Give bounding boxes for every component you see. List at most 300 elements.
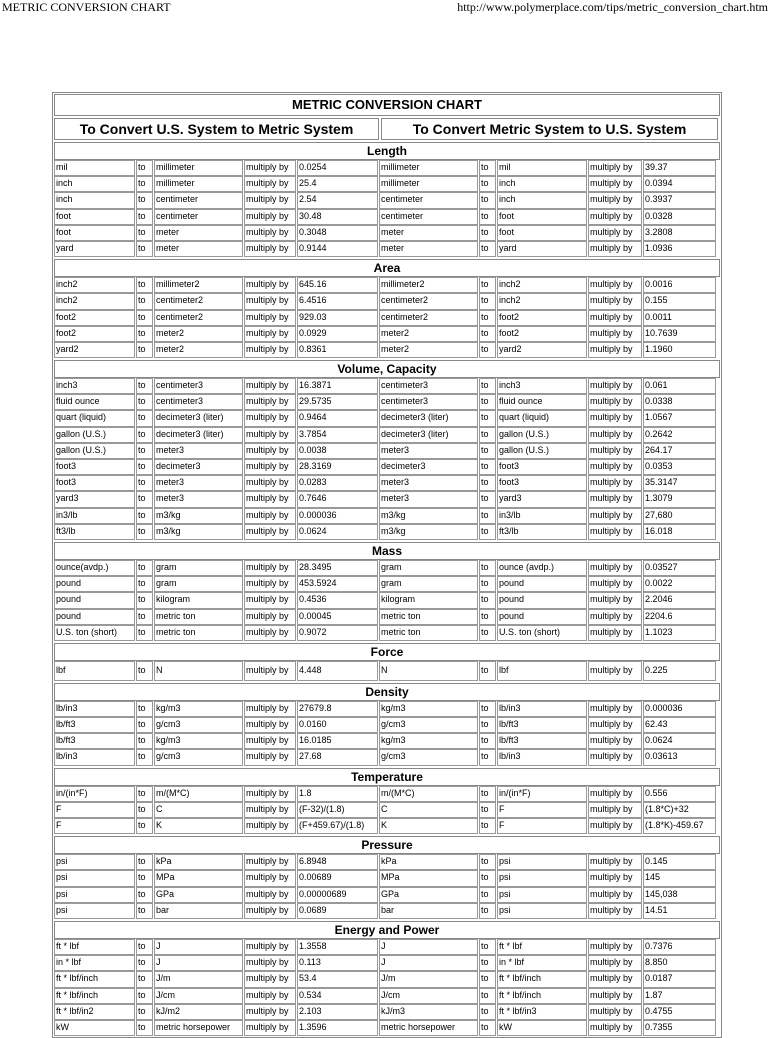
us-to-word-cell: to [136, 378, 153, 394]
metric-to-unit-cell: ft * lbf/inch [497, 988, 587, 1004]
metric-multiply-label-cell: multiply by [588, 701, 642, 717]
us-multiply-label-cell: multiply by [244, 661, 296, 681]
metric-multiply-label-cell: multiply by [588, 870, 642, 886]
table-row [54, 310, 720, 326]
metric-to-unit-cell: ft * lbf [497, 939, 587, 955]
us-to-unit-cell: C [154, 802, 243, 818]
metric-multiply-label-cell: multiply by [588, 625, 642, 641]
metric-to-unit-cell: foot2 [497, 326, 587, 342]
metric-multiply-label-cell: multiply by [588, 443, 642, 459]
metric-multiply-label-cell: multiply by [588, 410, 642, 426]
us-to-word-cell: to [136, 1004, 153, 1020]
us-multiply-label-cell: multiply by [244, 717, 296, 733]
metric-from-unit-cell: m/(M*C) [379, 786, 478, 802]
us-to-word-cell: to [136, 661, 153, 681]
metric-to-unit-cell: pound [497, 576, 587, 592]
direction-headings [54, 118, 720, 140]
us-factor-cell: 27679.8 [297, 701, 378, 717]
metric-factor-cell: 0.7376 [643, 939, 716, 955]
metric-factor-cell: 1.0567 [643, 410, 716, 426]
us-factor-cell: 0.534 [297, 988, 378, 1004]
metric-to-unit-cell: ft * lbf/inch [497, 971, 587, 987]
us-to-word-cell: to [136, 625, 153, 641]
us-from-unit-cell: F [54, 802, 135, 818]
us-factor-cell: 16.3871 [297, 378, 378, 394]
metric-factor-cell: 39.37 [643, 160, 716, 176]
table-row [54, 609, 720, 625]
metric-factor-cell: 0.7355 [643, 1020, 716, 1036]
metric-to-unit-cell: U.S. ton (short) [497, 625, 587, 641]
us-factor-cell: 0.0624 [297, 524, 378, 540]
us-multiply-label-cell: multiply by [244, 378, 296, 394]
us-to-unit-cell: m3/kg [154, 524, 243, 540]
us-to-unit-cell: metric horsepower [154, 1020, 243, 1036]
metric-to-word-cell: to [479, 592, 496, 608]
metric-to-word-cell: to [479, 293, 496, 309]
metric-factor-cell: 0.3937 [643, 192, 716, 208]
metric-from-unit-cell: bar [379, 903, 478, 919]
section-title-pressure: Pressure [54, 836, 720, 854]
us-multiply-label-cell: multiply by [244, 342, 296, 358]
table-row [54, 903, 720, 919]
metric-multiply-label-cell: multiply by [588, 192, 642, 208]
metric-to-unit-cell: fluid ounce [497, 394, 587, 410]
us-to-unit-cell: gram [154, 576, 243, 592]
us-to-word-cell: to [136, 459, 153, 475]
us-from-unit-cell: ft * lbf/in2 [54, 1004, 135, 1020]
metric-multiply-label-cell: multiply by [588, 225, 642, 241]
metric-multiply-label-cell: multiply by [588, 209, 642, 225]
us-to-unit-cell: gram [154, 560, 243, 576]
us-multiply-label-cell: multiply by [244, 576, 296, 592]
metric-from-unit-cell: metric ton [379, 609, 478, 625]
us-from-unit-cell: lbf [54, 661, 135, 681]
us-to-word-cell: to [136, 293, 153, 309]
us-factor-cell: 0.00689 [297, 870, 378, 886]
metric-to-unit-cell: psi [497, 903, 587, 919]
metric-multiply-label-cell: multiply by [588, 475, 642, 491]
metric-factor-cell: 0.0624 [643, 733, 716, 749]
table-row [54, 427, 720, 443]
us-from-unit-cell: psi [54, 854, 135, 870]
metric-multiply-label-cell: multiply by [588, 160, 642, 176]
us-multiply-label-cell: multiply by [244, 903, 296, 919]
page-header-title: METRIC CONVERSION CHART [2, 0, 171, 14]
table-row [54, 661, 720, 681]
metric-multiply-label-cell: multiply by [588, 241, 642, 257]
metric-to-unit-cell: gallon (U.S.) [497, 443, 587, 459]
table-row [54, 176, 720, 192]
us-from-unit-cell: pound [54, 592, 135, 608]
table-row [54, 293, 720, 309]
metric-multiply-label-cell: multiply by [588, 310, 642, 326]
metric-multiply-label-cell: multiply by [588, 887, 642, 903]
us-from-unit-cell: pound [54, 609, 135, 625]
us-from-unit-cell: in3/lb [54, 508, 135, 524]
us-to-unit-cell: millimeter [154, 160, 243, 176]
table-row [54, 192, 720, 208]
us-factor-cell: 6.4516 [297, 293, 378, 309]
table-row [54, 576, 720, 592]
us-to-unit-cell: GPa [154, 887, 243, 903]
table-row [54, 701, 720, 717]
metric-to-unit-cell: mil [497, 160, 587, 176]
us-factor-cell: 1.3558 [297, 939, 378, 955]
metric-to-word-cell: to [479, 576, 496, 592]
metric-factor-cell: 264.17 [643, 443, 716, 459]
us-to-word-cell: to [136, 988, 153, 1004]
us-to-unit-cell: MPa [154, 870, 243, 886]
us-factor-cell: (F+459.67)/(1.8) [297, 818, 378, 834]
metric-from-unit-cell: metric horsepower [379, 1020, 478, 1036]
metric-to-word-cell: to [479, 326, 496, 342]
section-title-force: Force [54, 643, 720, 661]
table-row [54, 326, 720, 342]
us-to-unit-cell: decimeter3 (liter) [154, 410, 243, 426]
table-row [54, 971, 720, 987]
metric-to-unit-cell: psi [497, 870, 587, 886]
metric-to-unit-cell: in3/lb [497, 508, 587, 524]
metric-from-unit-cell: GPa [379, 887, 478, 903]
metric-factor-cell: (1.8*K)-459.67 [643, 818, 716, 834]
metric-to-unit-cell: in/(in*F) [497, 786, 587, 802]
metric-from-unit-cell: MPa [379, 870, 478, 886]
us-multiply-label-cell: multiply by [244, 560, 296, 576]
us-to-word-cell: to [136, 508, 153, 524]
us-from-unit-cell: lb/in3 [54, 701, 135, 717]
us-multiply-label-cell: multiply by [244, 971, 296, 987]
us-multiply-label-cell: multiply by [244, 1020, 296, 1036]
us-to-word-cell: to [136, 277, 153, 293]
us-multiply-label-cell: multiply by [244, 701, 296, 717]
us-multiply-label-cell: multiply by [244, 491, 296, 507]
us-to-word-cell: to [136, 717, 153, 733]
metric-to-unit-cell: psi [497, 887, 587, 903]
us-to-unit-cell: J [154, 955, 243, 971]
us-multiply-label-cell: multiply by [244, 293, 296, 309]
metric-factor-cell: 35.3147 [643, 475, 716, 491]
us-to-word-cell: to [136, 592, 153, 608]
us-multiply-label-cell: multiply by [244, 524, 296, 540]
metric-from-unit-cell: millimeter [379, 176, 478, 192]
metric-to-unit-cell: pound [497, 609, 587, 625]
metric-to-word-cell: to [479, 749, 496, 765]
us-to-word-cell: to [136, 394, 153, 410]
us-multiply-label-cell: multiply by [244, 854, 296, 870]
metric-to-us-heading: To Convert Metric System to U.S. System [381, 118, 718, 140]
metric-to-word-cell: to [479, 410, 496, 426]
metric-factor-cell: 2204.6 [643, 609, 716, 625]
metric-to-word-cell: to [479, 310, 496, 326]
us-to-word-cell: to [136, 854, 153, 870]
us-to-unit-cell: centimeter2 [154, 293, 243, 309]
us-factor-cell: 0.4536 [297, 592, 378, 608]
metric-factor-cell: 145 [643, 870, 716, 886]
metric-to-unit-cell: foot2 [497, 310, 587, 326]
metric-to-word-cell: to [479, 701, 496, 717]
metric-from-unit-cell: gram [379, 560, 478, 576]
metric-factor-cell: 0.03527 [643, 560, 716, 576]
us-factor-cell: 0.0283 [297, 475, 378, 491]
section-title-mass: Mass [54, 542, 720, 560]
metric-from-unit-cell: C [379, 802, 478, 818]
metric-to-word-cell: to [479, 378, 496, 394]
us-from-unit-cell: quart (liquid) [54, 410, 135, 426]
us-factor-cell: 30.48 [297, 209, 378, 225]
table-row [54, 988, 720, 1004]
metric-to-unit-cell: kW [497, 1020, 587, 1036]
metric-to-unit-cell: quart (liquid) [497, 410, 587, 426]
us-to-metric-heading: To Convert U.S. System to Metric System [54, 118, 379, 140]
metric-from-unit-cell: centimeter [379, 209, 478, 225]
us-from-unit-cell: psi [54, 887, 135, 903]
us-factor-cell: 1.3596 [297, 1020, 378, 1036]
metric-factor-cell: 0.2642 [643, 427, 716, 443]
us-to-unit-cell: kilogram [154, 592, 243, 608]
metric-from-unit-cell: meter3 [379, 443, 478, 459]
us-factor-cell: 53.4 [297, 971, 378, 987]
metric-multiply-label-cell: multiply by [588, 971, 642, 987]
us-from-unit-cell: foot3 [54, 475, 135, 491]
metric-from-unit-cell: J/m [379, 971, 478, 987]
us-from-unit-cell: gallon (U.S.) [54, 443, 135, 459]
metric-to-word-cell: to [479, 475, 496, 491]
us-multiply-label-cell: multiply by [244, 192, 296, 208]
metric-factor-cell: 0.0016 [643, 277, 716, 293]
metric-from-unit-cell: N [379, 661, 478, 681]
metric-multiply-label-cell: multiply by [588, 1020, 642, 1036]
metric-multiply-label-cell: multiply by [588, 326, 642, 342]
us-from-unit-cell: F [54, 818, 135, 834]
us-factor-cell: 4.448 [297, 661, 378, 681]
us-multiply-label-cell: multiply by [244, 310, 296, 326]
us-to-unit-cell: meter3 [154, 475, 243, 491]
us-from-unit-cell: yard [54, 241, 135, 257]
metric-to-unit-cell: lb/in3 [497, 749, 587, 765]
us-to-unit-cell: bar [154, 903, 243, 919]
metric-from-unit-cell: J/cm [379, 988, 478, 1004]
us-multiply-label-cell: multiply by [244, 277, 296, 293]
table-row [54, 508, 720, 524]
table-row [54, 802, 720, 818]
metric-multiply-label-cell: multiply by [588, 802, 642, 818]
metric-to-word-cell: to [479, 342, 496, 358]
us-from-unit-cell: inch [54, 192, 135, 208]
metric-multiply-label-cell: multiply by [588, 378, 642, 394]
metric-multiply-label-cell: multiply by [588, 592, 642, 608]
us-factor-cell: (F-32)/(1.8) [297, 802, 378, 818]
metric-multiply-label-cell: multiply by [588, 176, 642, 192]
us-factor-cell: 0.0689 [297, 903, 378, 919]
metric-to-word-cell: to [479, 988, 496, 1004]
us-to-unit-cell: millimeter [154, 176, 243, 192]
us-to-unit-cell: centimeter [154, 209, 243, 225]
us-to-unit-cell: decimeter3 [154, 459, 243, 475]
us-multiply-label-cell: multiply by [244, 818, 296, 834]
table-row [54, 475, 720, 491]
metric-from-unit-cell: meter [379, 225, 478, 241]
metric-to-unit-cell: lbf [497, 661, 587, 681]
us-factor-cell: 25.4 [297, 176, 378, 192]
metric-to-unit-cell: lb/in3 [497, 701, 587, 717]
metric-factor-cell: 1.87 [643, 988, 716, 1004]
metric-from-unit-cell: millimeter [379, 160, 478, 176]
us-from-unit-cell: foot3 [54, 459, 135, 475]
table-row [54, 459, 720, 475]
metric-factor-cell: 8.850 [643, 955, 716, 971]
metric-multiply-label-cell: multiply by [588, 277, 642, 293]
us-to-unit-cell: m/(M*C) [154, 786, 243, 802]
metric-to-unit-cell: foot3 [497, 475, 587, 491]
metric-multiply-label-cell: multiply by [588, 560, 642, 576]
table-row [54, 625, 720, 641]
page-header-url[interactable]: http://www.polymerplace.com/tips/metric_conversion_chart.htm [457, 0, 768, 14]
metric-to-word-cell: to [479, 733, 496, 749]
us-factor-cell: 0.000036 [297, 508, 378, 524]
us-to-word-cell: to [136, 443, 153, 459]
us-factor-cell: 0.9464 [297, 410, 378, 426]
us-from-unit-cell: foot [54, 225, 135, 241]
us-to-word-cell: to [136, 955, 153, 971]
metric-factor-cell: (1.8*C)+32 [643, 802, 716, 818]
us-multiply-label-cell: multiply by [244, 459, 296, 475]
metric-from-unit-cell: m3/kg [379, 524, 478, 540]
us-from-unit-cell: U.S. ton (short) [54, 625, 135, 641]
us-to-word-cell: to [136, 903, 153, 919]
metric-from-unit-cell: kg/m3 [379, 701, 478, 717]
us-from-unit-cell: yard3 [54, 491, 135, 507]
metric-to-word-cell: to [479, 818, 496, 834]
metric-from-unit-cell: centimeter3 [379, 378, 478, 394]
metric-from-unit-cell: kg/m3 [379, 733, 478, 749]
us-to-unit-cell: kg/m3 [154, 701, 243, 717]
metric-from-unit-cell: decimeter3 (liter) [379, 427, 478, 443]
metric-factor-cell: 1.1960 [643, 342, 716, 358]
metric-from-unit-cell: centimeter2 [379, 310, 478, 326]
us-to-unit-cell: centimeter3 [154, 394, 243, 410]
metric-multiply-label-cell: multiply by [588, 733, 642, 749]
us-from-unit-cell: kW [54, 1020, 135, 1036]
metric-to-word-cell: to [479, 209, 496, 225]
us-to-unit-cell: meter [154, 241, 243, 257]
metric-to-word-cell: to [479, 661, 496, 681]
us-to-word-cell: to [136, 818, 153, 834]
us-factor-cell: 2.103 [297, 1004, 378, 1020]
us-from-unit-cell: ounce(avdp.) [54, 560, 135, 576]
metric-multiply-label-cell: multiply by [588, 427, 642, 443]
metric-from-unit-cell: decimeter3 (liter) [379, 410, 478, 426]
metric-from-unit-cell: decimeter3 [379, 459, 478, 475]
us-from-unit-cell: mil [54, 160, 135, 176]
us-from-unit-cell: lb/ft3 [54, 717, 135, 733]
metric-factor-cell: 16.018 [643, 524, 716, 540]
us-from-unit-cell: in * lbf [54, 955, 135, 971]
metric-to-word-cell: to [479, 971, 496, 987]
us-from-unit-cell: ft * lbf/inch [54, 988, 135, 1004]
metric-from-unit-cell: kPa [379, 854, 478, 870]
us-to-word-cell: to [136, 701, 153, 717]
us-from-unit-cell: ft * lbf [54, 939, 135, 955]
metric-to-word-cell: to [479, 625, 496, 641]
table-row [54, 939, 720, 955]
us-multiply-label-cell: multiply by [244, 802, 296, 818]
table-row [54, 443, 720, 459]
metric-from-unit-cell: centimeter3 [379, 394, 478, 410]
metric-to-word-cell: to [479, 459, 496, 475]
metric-multiply-label-cell: multiply by [588, 717, 642, 733]
metric-factor-cell: 0.0353 [643, 459, 716, 475]
us-factor-cell: 0.0038 [297, 443, 378, 459]
us-factor-cell: 27.68 [297, 749, 378, 765]
us-factor-cell: 0.7646 [297, 491, 378, 507]
metric-multiply-label-cell: multiply by [588, 491, 642, 507]
us-to-word-cell: to [136, 427, 153, 443]
us-to-word-cell: to [136, 176, 153, 192]
section-title-energy-and-power: Energy and Power [54, 921, 720, 939]
us-from-unit-cell: lb/in3 [54, 749, 135, 765]
metric-factor-cell: 0.0394 [643, 176, 716, 192]
us-factor-cell: 1.8 [297, 786, 378, 802]
us-factor-cell: 645.16 [297, 277, 378, 293]
metric-from-unit-cell: meter2 [379, 342, 478, 358]
us-to-word-cell: to [136, 802, 153, 818]
us-factor-cell: 929.03 [297, 310, 378, 326]
metric-factor-cell: 2.2046 [643, 592, 716, 608]
table-row [54, 410, 720, 426]
us-from-unit-cell: ft3/lb [54, 524, 135, 540]
metric-to-word-cell: to [479, 854, 496, 870]
metric-multiply-label-cell: multiply by [588, 854, 642, 870]
us-to-unit-cell: m3/kg [154, 508, 243, 524]
us-from-unit-cell: ft * lbf/inch [54, 971, 135, 987]
table-row [54, 955, 720, 971]
us-multiply-label-cell: multiply by [244, 176, 296, 192]
metric-to-word-cell: to [479, 1004, 496, 1020]
us-from-unit-cell: inch2 [54, 293, 135, 309]
us-from-unit-cell: in/(in*F) [54, 786, 135, 802]
us-multiply-label-cell: multiply by [244, 733, 296, 749]
section-title-area: Area [54, 259, 720, 277]
metric-multiply-label-cell: multiply by [588, 1004, 642, 1020]
metric-to-unit-cell: ft * lbf/in3 [497, 1004, 587, 1020]
table-row [54, 524, 720, 540]
metric-factor-cell: 0.4755 [643, 1004, 716, 1020]
us-from-unit-cell: pound [54, 576, 135, 592]
metric-from-unit-cell: K [379, 818, 478, 834]
us-from-unit-cell: yard2 [54, 342, 135, 358]
metric-to-unit-cell: foot [497, 209, 587, 225]
us-to-word-cell: to [136, 609, 153, 625]
us-to-word-cell: to [136, 192, 153, 208]
us-factor-cell: 0.0160 [297, 717, 378, 733]
us-multiply-label-cell: multiply by [244, 241, 296, 257]
us-to-unit-cell: meter [154, 225, 243, 241]
us-from-unit-cell: psi [54, 870, 135, 886]
metric-to-unit-cell: foot3 [497, 459, 587, 475]
metric-factor-cell: 0.225 [643, 661, 716, 681]
metric-to-unit-cell: inch2 [497, 277, 587, 293]
us-multiply-label-cell: multiply by [244, 443, 296, 459]
us-to-unit-cell: J/m [154, 971, 243, 987]
us-to-unit-cell: centimeter2 [154, 310, 243, 326]
metric-to-word-cell: to [479, 1020, 496, 1036]
us-to-unit-cell: decimeter3 (liter) [154, 427, 243, 443]
us-multiply-label-cell: multiply by [244, 394, 296, 410]
us-factor-cell: 0.0254 [297, 160, 378, 176]
metric-factor-cell: 0.000036 [643, 701, 716, 717]
table-row [54, 717, 720, 733]
table-row [54, 241, 720, 257]
